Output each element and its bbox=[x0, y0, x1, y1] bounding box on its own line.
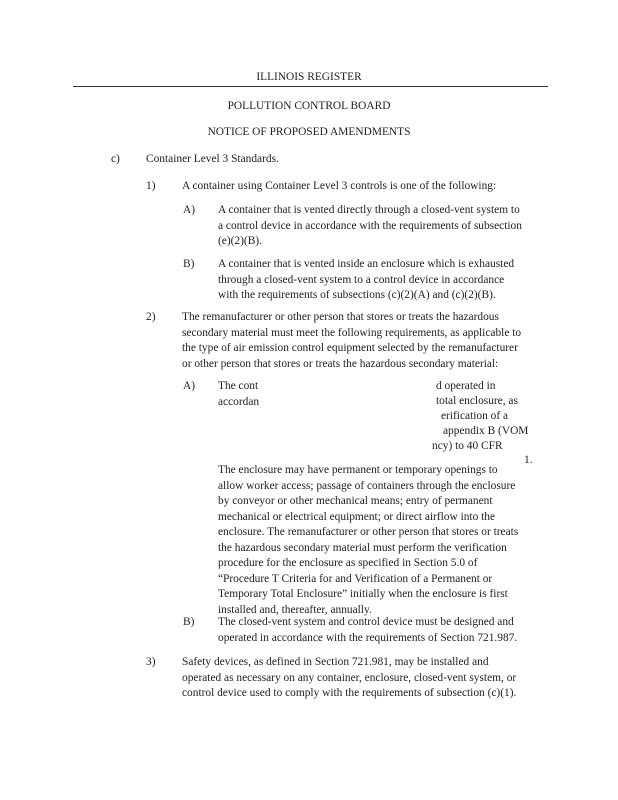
line: The closed-vent system and control device must be designed and bbox=[218, 616, 514, 628]
line: secondary material must meet the following requirements, as applicable to bbox=[182, 326, 522, 339]
section-c-marker: c) bbox=[111, 153, 120, 165]
register-title: ILLINOIS REGISTER bbox=[256, 71, 362, 83]
item1-text: A container using Container Level 3 controls is one of the following: bbox=[182, 180, 497, 192]
line: procedure for the enclosure as specified in Section 5.0 of bbox=[218, 557, 478, 569]
line: (e)(2)(B). bbox=[218, 235, 262, 247]
item2-a-left-fragments bbox=[218, 379, 259, 410]
item2-a-marker: A) bbox=[183, 380, 196, 392]
board-title: POLLUTION CONTROL BOARD bbox=[227, 100, 391, 112]
item1-b-text bbox=[218, 257, 514, 304]
line: control device used to comply with the requirements of subsection (c)(1). bbox=[182, 687, 517, 699]
item3-text bbox=[182, 655, 516, 702]
item2-marker: 2) bbox=[146, 311, 156, 323]
item1-b-marker: B) bbox=[183, 258, 195, 270]
section-c-title: Container Level 3 Standards. bbox=[146, 153, 279, 165]
item2-a-right-fragment-4: ncy) to 40 CFR bbox=[432, 440, 503, 452]
item1-a-marker: A) bbox=[183, 204, 196, 216]
line: “Procedure T Criteria for and Verification of a Permanent or bbox=[218, 572, 493, 585]
item2-a-right-fragment-1: total enclosure, as bbox=[436, 395, 518, 407]
item2-a-right-fragment-5: 1. bbox=[524, 454, 533, 466]
line: a control device in accordance with the requirements of subsection bbox=[218, 219, 522, 232]
item1-a-text bbox=[218, 203, 522, 250]
item2-a-right-fragment-0: d operated in bbox=[436, 380, 496, 392]
line: The enclosure may have permanent or temporary openings to bbox=[218, 464, 498, 476]
item2-a-right-fragment-2: erification of a bbox=[441, 410, 509, 422]
item1-marker: 1) bbox=[146, 180, 156, 192]
line: by conveyor or other mechanical means; entry of permanent bbox=[218, 495, 493, 507]
line: with the requirements of subsections (c)(2)(A) and (c)(2)(B). bbox=[218, 289, 496, 301]
notice-title: NOTICE OF PROPOSED AMENDMENTS bbox=[207, 126, 411, 138]
line: through a closed-vent system to a control device in accordance bbox=[218, 273, 505, 286]
line: Safety devices, as defined in Section 721.981, may be installed and bbox=[182, 656, 489, 668]
item3-marker: 3) bbox=[146, 656, 156, 668]
line: Temporary Total Enclosure” initially when the enclosure is first bbox=[218, 588, 508, 600]
line: A container that is vented inside an enclosure which is exhausted bbox=[218, 258, 515, 270]
line: mechanical or electrical equipment; or direct airflow into the bbox=[218, 510, 496, 523]
line: A container that is vented directly through a closed-vent system to bbox=[218, 204, 520, 216]
line: operated in accordance with the requirements of Section 721.987. bbox=[218, 631, 518, 644]
item2-b-marker: B) bbox=[183, 616, 195, 628]
fragment: The cont bbox=[218, 380, 259, 392]
item2-text bbox=[182, 310, 521, 372]
line: allow worker access; passage of containers through the enclosure bbox=[218, 479, 516, 492]
line: the hazardous secondary material must perform the verification bbox=[218, 541, 507, 554]
line: enclosure. The remanufacturer or other person that stores or treats bbox=[218, 526, 519, 538]
line: The remanufacturer or other person that stores or treats the hazardous bbox=[182, 311, 499, 323]
line: the type of air emission control equipment selected by the remanufacturer bbox=[182, 342, 518, 354]
item2-a-right-fragment-3: appendix B (VOM bbox=[443, 425, 529, 437]
header-rule bbox=[73, 86, 548, 87]
line: or other person that stores or treats the hazardous secondary material: bbox=[182, 357, 499, 370]
line: operated as necessary on any container, enclosure, closed-vent system, or bbox=[182, 671, 517, 684]
line: installed and, thereafter, annually. bbox=[218, 603, 372, 616]
fragment: accordan bbox=[218, 395, 260, 408]
item2-b-text bbox=[218, 615, 517, 646]
item2-a-text bbox=[218, 463, 518, 618]
